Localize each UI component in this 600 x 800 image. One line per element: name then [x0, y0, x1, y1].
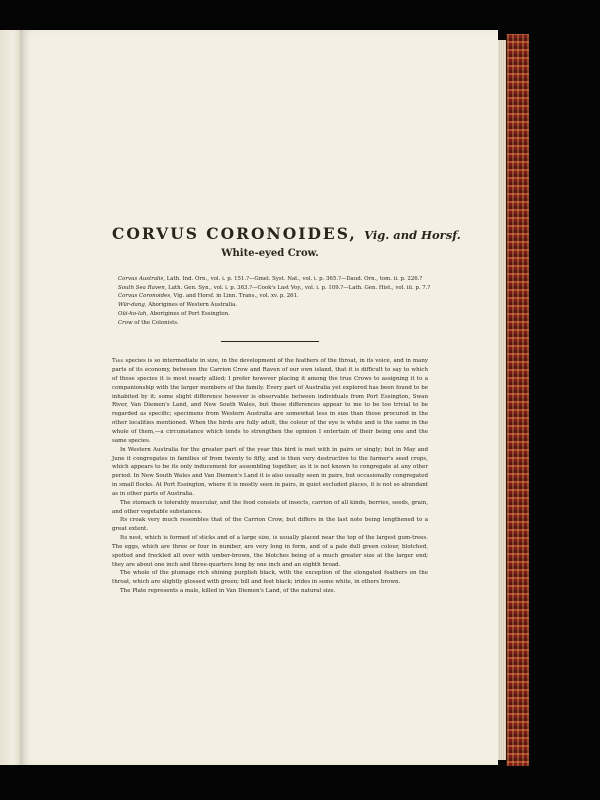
synonym-entry: [118, 292, 428, 301]
synonym-entry: [118, 310, 428, 319]
title-authority: Vig. and Horsf.: [364, 228, 461, 242]
paragraph-text: The Plate represents a male, killed in Van Diemen's Land, of the natural size.: [120, 588, 336, 595]
paragraph-text: The stomach is tolerably muscular, and the food consists of insects, carrion of all kinds, berries, seeds, grain, and other vegetable substances.: [112, 499, 428, 515]
synonym-ref: Aborigines of Western Australia.: [148, 302, 238, 309]
synonym-ref: Vig. and Horsf. in Linn. Trans., vol. xv. p. 261.: [173, 293, 299, 300]
book-binding: [506, 34, 529, 766]
synonym-entry: [118, 301, 428, 310]
paragraph: [112, 569, 428, 587]
paragraph-text: The whole of the plumage rich shining purplish black, with the exception of the elongated feathers on the throat, which are slightly glossed with green; bill and feet black; irides in some white, in others brown.: [112, 570, 428, 586]
paragraph-text: species is so intermediate in size, in the development of the feathers of the throat, in its voice, and in many parts of its economy, between the Carrion Crow and Raven of our own island, that it is difficult to say to which of those species it is most nearly allied; I prefer however placing it among the true Crows to assigning it to a companionship with the larger members of the family. Every part of Australia yet explored has been found to be inhabited by it; some slight difference however is observable between individuals from Port Essington, Swan River, Van Diemen's Land, and New South Wales, but these differences appear to me to be too trivial to be regarded as specific; specimens from Western Australia are somewhat less in size than those procured in the other localities mentioned. When the birds are fully adult, the colour of the eye is white and is the same in the whole of them,—a circumstance which tends to strengthen the opinion I entertain of their being one and the same species.: [112, 358, 428, 444]
synonym-list: [118, 275, 431, 327]
synonym-ref: Aborigines of Port Essington.: [149, 310, 230, 317]
synonym-name: Corvus Coronoides,: [118, 293, 172, 300]
paragraph: [112, 446, 428, 499]
synonym-entry: [118, 319, 428, 328]
paragraph: [112, 499, 428, 517]
title-genus-species: CORVUS CORONOIDES,: [112, 224, 357, 243]
paragraph-text: Its croak very much resembles that of the Carrion Crow, but differs in the last note being lengthened to a great extent.: [112, 517, 428, 533]
section-divider: [221, 341, 319, 342]
synonym-name: Wür-dang,: [118, 302, 147, 309]
article-body: [112, 357, 428, 596]
synonym-entry: [118, 275, 428, 284]
synonym-ref: Lath. Ind. Orn., vol. i. p. 151.?—Gmel. Syst. Nat., vol. i. p. 365.?—Daud. Orn., tom. ii. p. 226.?: [166, 276, 423, 282]
page-stack-edge: [498, 40, 506, 760]
synonym-entry: [118, 284, 431, 293]
synonym-name: Corvus Australis,: [118, 276, 165, 282]
paragraph-lead: This: [112, 358, 124, 365]
paragraph: [112, 534, 428, 569]
paragraph: [112, 587, 428, 596]
paragraph-text: In Western Australia for the greater part of the year this bird is met with in pairs or singly; but in May and June it congregates in families of from twenty to fifty, and is then very destructive to the farmer's seed crops, which appears to be its only inducement for assembling together, as it is not known to congregate at any other period. In New South Wales and Van Diemen's Land it is also usually seen in pairs, but occasionally congregated in small flocks. At Port Essington, where it is mostly seen in pairs, in quiet secluded places, it is not so abundant as in other parts of Australia.: [112, 446, 428, 497]
synonym-ref: Lath. Gen. Syn., vol. i. p. 363.?—Cook's Last Voy., vol. i. p. 109.?—Lath. Gen. Hist., vol. iii. p. 7.?: [168, 284, 431, 291]
common-name: White-eyed Crow.: [221, 248, 319, 259]
synonym-name: South Sea Raven,: [118, 284, 167, 291]
paragraph: [112, 357, 428, 445]
paragraph: [112, 516, 428, 534]
synonym-name: Oüi-ho-lah,: [118, 310, 149, 317]
paragraph-text: Its nest, which is formed of sticks and of a large size, is usually placed near the top of the largest gum-trees. The eggs, which are three or four in number, are very long in form, and of a pale dull green colour, blotched, spotted and freckled all over with umber-brown, the blotches being of a much greater size at the larger end; they are about one inch and three-quarters long by one inch and an eighth broad.: [112, 535, 428, 568]
synonym-ref: of the Colonists.: [134, 319, 179, 326]
synonym-name: Crow: [118, 319, 133, 326]
page-title: [112, 224, 461, 243]
page-content: [112, 224, 461, 596]
left-page-edge: [0, 30, 22, 765]
